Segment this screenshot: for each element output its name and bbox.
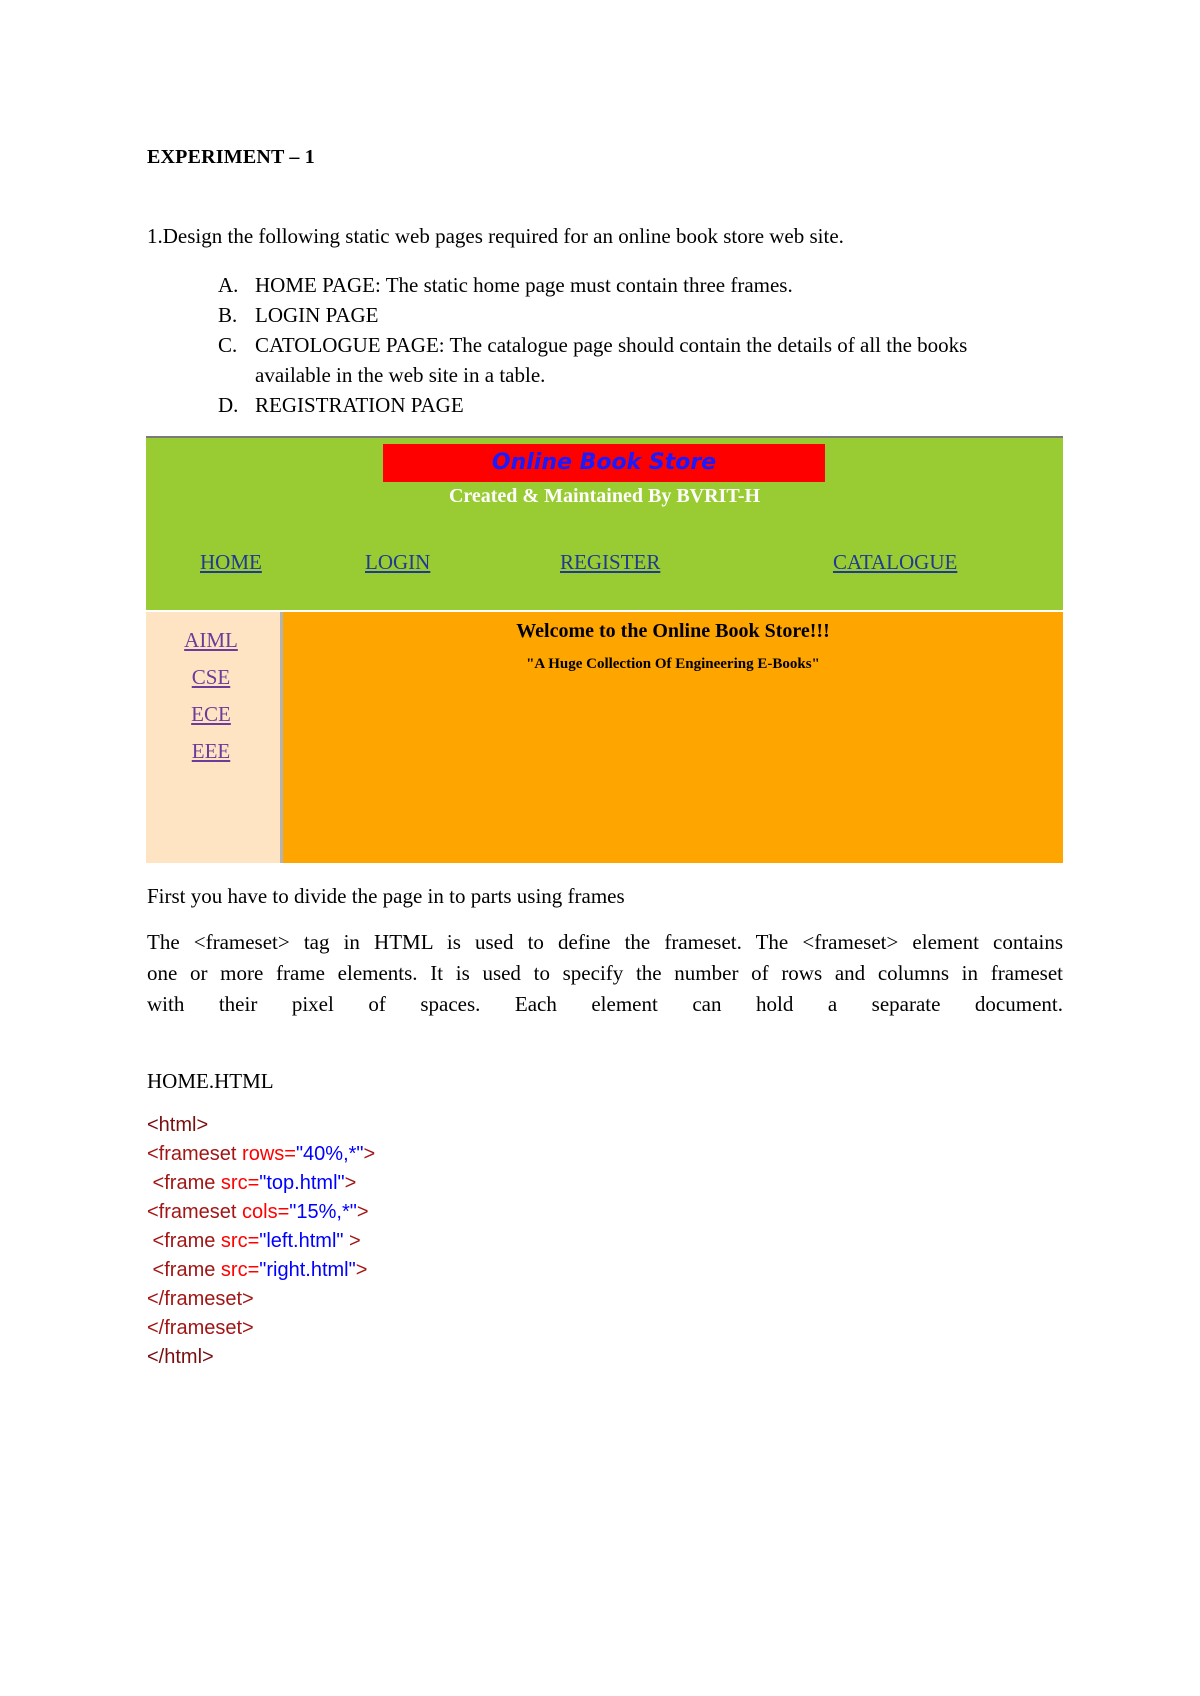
requirements-list — [218, 270, 1048, 420]
code-line — [147, 1198, 375, 1227]
list-text: LOGIN PAGE — [255, 303, 379, 327]
list-letter: B. — [218, 303, 238, 327]
nav-catalogue-link[interactable]: CATALOGUE — [833, 550, 958, 574]
list-letter: C. — [218, 333, 238, 357]
tagline: Created & Maintained By BVRIT-H — [448, 485, 761, 507]
code-tag: > — [356, 1201, 369, 1223]
list-item — [218, 270, 1048, 300]
code-tag: <frame — [147, 1259, 221, 1281]
list-item — [218, 390, 1048, 420]
list-text: REGISTRATION PAGE — [255, 393, 464, 417]
nav-register-link[interactable]: REGISTER — [560, 550, 661, 574]
nav-login-link[interactable]: LOGIN — [365, 550, 431, 574]
code-line — [147, 1169, 375, 1198]
code-line — [147, 1140, 375, 1169]
list-letter: D. — [218, 393, 239, 417]
dept-aiml-link[interactable]: AIML — [184, 628, 238, 652]
list-item — [218, 300, 1048, 330]
top-frame — [146, 438, 1063, 610]
experiment-heading: EXPERIMENT – 1 — [147, 146, 316, 168]
code-tag: <frame — [147, 1230, 221, 1252]
nav-home-link[interactable]: HOME — [200, 550, 262, 574]
code-tag: > — [355, 1259, 368, 1281]
right-frame — [283, 612, 1063, 863]
code-value: "40%,*" — [295, 1143, 364, 1165]
code-attr: src= — [220, 1172, 260, 1194]
left-frame — [146, 612, 280, 863]
code-tag: <html> — [147, 1114, 209, 1136]
code-tag: </html> — [147, 1346, 214, 1368]
code-tag: <frameset — [147, 1143, 243, 1165]
code-tag: > — [363, 1143, 376, 1165]
code-value: "top.html" — [259, 1172, 345, 1194]
paragraph-line: with their pixel of spaces. Each element can hold a separate document. — [147, 992, 1063, 1016]
frameset-paragraph — [147, 927, 1063, 1020]
code-tag: </frameset> — [147, 1288, 254, 1310]
welcome-heading: Welcome to the Online Book Store!!! — [516, 620, 830, 642]
paragraph-line: one or more frame elements. It is used to specify the number of rows and columns in frameset — [147, 961, 1063, 985]
dept-ece-link[interactable]: ECE — [191, 702, 231, 726]
code-attr: src= — [220, 1259, 260, 1281]
code-tag: > — [344, 1172, 357, 1194]
tagline-quote: "A Huge Collection Of Engineering E-Books" — [526, 656, 820, 672]
code-tag: > — [343, 1230, 361, 1252]
list-item — [218, 330, 1048, 390]
file-label: HOME.HTML — [147, 1069, 274, 1093]
code-attr: src= — [220, 1230, 260, 1252]
code-value: "left.html" — [259, 1230, 344, 1252]
code-line — [147, 1285, 375, 1314]
code-tag: <frameset — [147, 1201, 243, 1223]
code-value: "right.html" — [259, 1259, 356, 1281]
code-line — [147, 1227, 375, 1256]
task-statement: 1.Design the following static web pages required for an online book store web site. — [147, 224, 844, 248]
code-tag: </frameset> — [147, 1317, 254, 1339]
frames-intro-paragraph: First you have to divide the page in to parts using frames — [147, 884, 625, 908]
code-line — [147, 1314, 375, 1343]
code-tag: <frame — [147, 1172, 221, 1194]
brand-banner — [383, 444, 825, 482]
list-text: HOME PAGE: The static home page must contain three frames. — [255, 273, 793, 297]
brand-title: Online Book Store — [491, 450, 717, 475]
bookstore-screenshot — [146, 436, 1063, 863]
code-line — [147, 1111, 375, 1140]
code-line — [147, 1343, 375, 1372]
code-attr: cols= — [242, 1201, 290, 1223]
paragraph-line: The <frameset> tag in HTML is used to define the frameset. The <frameset> element contains — [147, 930, 1063, 954]
dept-eee-link[interactable]: EEE — [191, 739, 231, 763]
code-block — [147, 1111, 375, 1372]
code-attr: rows= — [242, 1143, 296, 1165]
code-value: "15%,*" — [289, 1201, 357, 1223]
list-text: CATOLOGUE PAGE: The catalogue page should contain the details of all the books available in the web site in a table. — [255, 333, 968, 387]
dept-cse-link[interactable]: CSE — [191, 665, 231, 689]
code-line — [147, 1256, 375, 1285]
list-letter: A. — [218, 273, 239, 297]
